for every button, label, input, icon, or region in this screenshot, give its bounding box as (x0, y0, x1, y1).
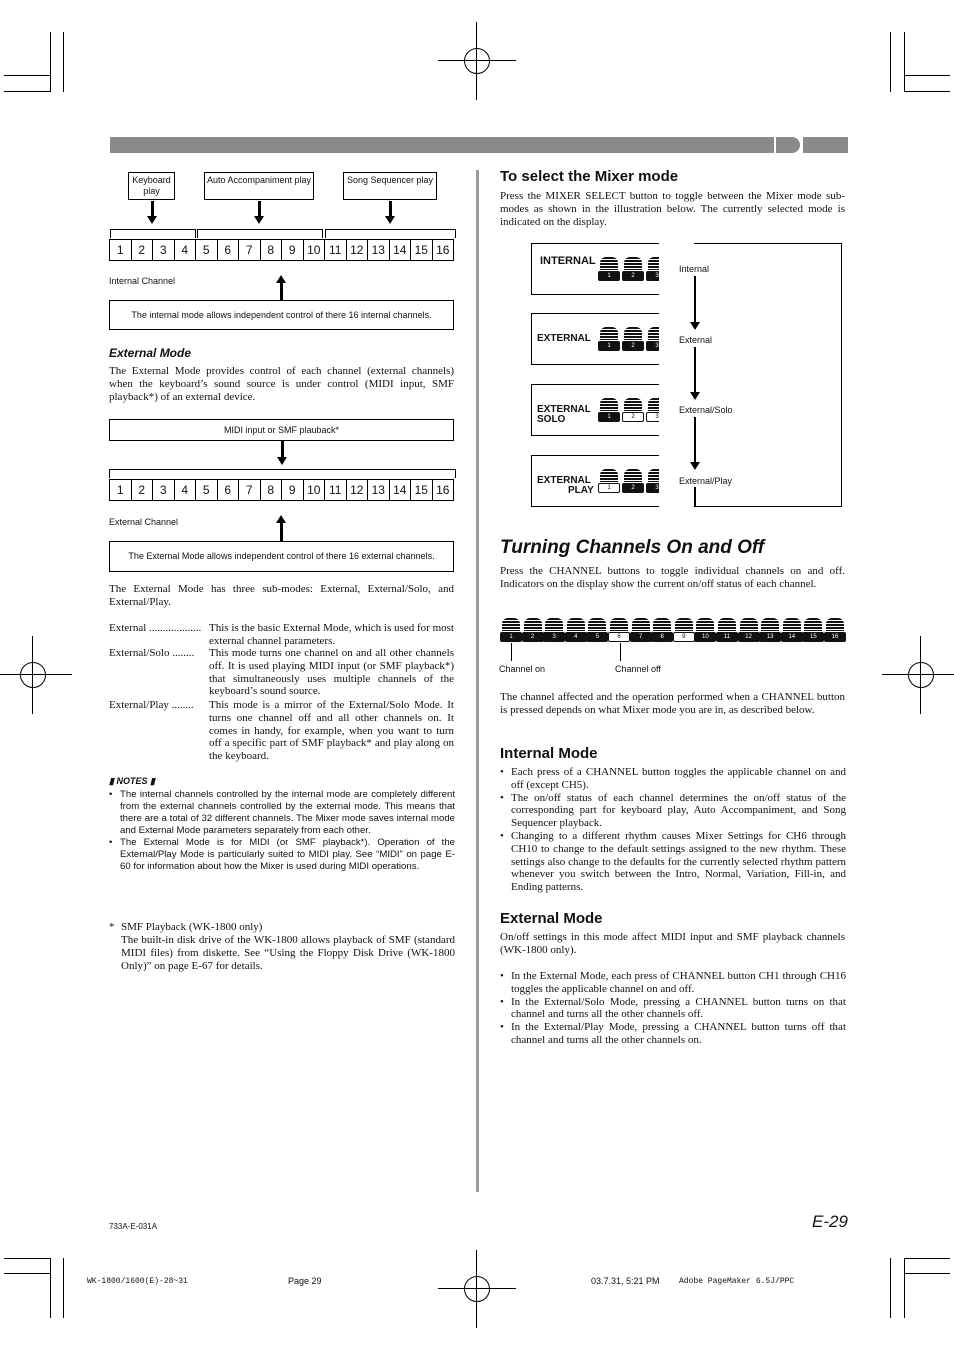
channel-indicator-icon (673, 618, 695, 640)
channel-meter-number: 1 (598, 412, 620, 422)
slug-file: WK-1800/1600(E)-28~31 (87, 1277, 188, 1286)
channel-cell: 7 (239, 480, 261, 500)
turning-channels-title: Turning Channels On and Off (500, 537, 765, 558)
channel-indicator-number: 14 (781, 632, 803, 642)
slug-date: 03.7.31, 5:21 PM (591, 1276, 660, 1286)
channel-cell: 2 (132, 240, 154, 260)
crop-mark (63, 1258, 64, 1318)
channel-indicator-icon (651, 618, 673, 640)
turning-channels-paragraph: Press the CHANNEL buttons to toggle individual channels on and off. Indicators on the display show the current on/off status of each channel. (500, 565, 845, 590)
arrow-up (280, 281, 283, 300)
arrow-down (258, 201, 261, 218)
channel-cell: 4 (175, 480, 197, 500)
channel-meter-icon (646, 469, 659, 491)
external-mode-list (500, 970, 846, 1047)
channel-indicator-number: 3 (543, 632, 565, 642)
external-channel-label: External Channel (109, 517, 179, 527)
channel-on-label: Channel on (499, 664, 546, 674)
column-divider (476, 170, 479, 1192)
arrow-down (151, 201, 154, 218)
external-mode-heading-right: External Mode (500, 910, 603, 927)
channel-indicator-icon (630, 618, 652, 640)
channel-indicator-icon (802, 618, 824, 640)
bullet-item: • In the External Mode, each press of CHANNEL button CH1 through CH16 toggles the applicable channel on and off. (500, 970, 846, 996)
select-mixer-paragraph: Press the MIXER SELECT button to toggle between the Mixer mode sub-modes as shown in the illustration below. The currently selected mode is indicated on the display. (500, 190, 845, 228)
mode-label-external-play: External/Play (679, 476, 733, 486)
channel-indicator-icon (781, 618, 803, 640)
channel-meter-icon (598, 327, 620, 349)
channel-indicator-number: 11 (716, 632, 738, 642)
channel-indicator-number: 4 (565, 632, 587, 642)
channel-cell: 9 (282, 480, 304, 500)
channel-cell: 11 (325, 240, 347, 260)
crop-mark (50, 32, 51, 92)
crop-mark (890, 1258, 891, 1318)
channel-cell: 5 (196, 480, 218, 500)
bullet-item: • The on/off status of each channel determines the on/off status of the corresponding part for keyboard play, Auto Accompaniment, and Song Sequencer playback. (500, 792, 846, 830)
channel-indicator-number: 15 (802, 632, 824, 642)
channel-indicator-icon (522, 618, 544, 640)
channel-cell: 10 (304, 480, 326, 500)
channel-cell: 8 (261, 480, 283, 500)
slug-app: Adobe PageMaker 6.5J/PPC (679, 1277, 795, 1286)
internal-mode-heading: Internal Mode (500, 745, 598, 762)
registration-mark (896, 650, 946, 700)
channel-indicator-number: 16 (824, 632, 846, 642)
channel-cell: 10 (304, 240, 326, 260)
channel-indicator-number: 12 (738, 632, 760, 642)
channel-indicator-icon (565, 618, 587, 640)
crop-mark (904, 91, 950, 92)
channel-cell: 2 (132, 480, 154, 500)
channel-group-bracket (197, 229, 323, 238)
channel-indicator-number: 13 (759, 632, 781, 642)
channel-cell: 14 (390, 480, 412, 500)
external-mode-heading: External Mode (109, 346, 192, 360)
channel-indicator-number: 1 (500, 632, 522, 642)
channel-cell: 7 (239, 240, 261, 260)
internal-channel-row (109, 239, 454, 261)
bullet-item: • In the External/Solo Mode, pressing a CHANNEL button turns on that channel and turns all the other channels off. (500, 996, 846, 1022)
external-mode-para-right: On/off settings in this mode affect MIDI input and SMF playback channels (WK-1800 only). (500, 931, 845, 956)
header-bar-tab (803, 137, 848, 153)
crop-mark (4, 91, 50, 92)
crop-mark (63, 32, 64, 92)
bullet-item: • Changing to a different rhythm causes Mixer Settings for CH6 through CH10 to change to the default settings assigned to the new rhythm. These settings also change to the defaults for the currently selected rhythm pattern whenever you switch between the Intro, Normal, Variation, Fill-in, and Ending patterns. (500, 830, 846, 894)
channel-indicator-icon (759, 618, 781, 640)
crop-mark (50, 1258, 51, 1318)
channel-indicator-icon (586, 618, 608, 640)
crop-mark (904, 32, 905, 92)
channel-indicator-number: 10 (694, 632, 716, 642)
mode-display-text: SOLO (537, 414, 566, 425)
def-desc: This mode turns one channel on and all other channels off. It is used playing MIDI input (or SMF playback*) that simultaneously uses multiple channels of the keyboard’s sound source. (209, 647, 454, 698)
def-desc: This mode is a mirror of the External/Solo Mode. It turns one channel off and all other channels on. It comes in handy, for example, when you want to turn off a specific part of SMF playback* and play along on the keyboard. (209, 699, 454, 763)
mode-display-panel (531, 313, 659, 365)
crop-mark (904, 75, 950, 76)
mode-display-panel (531, 243, 659, 295)
channel-indicator-icon (716, 618, 738, 640)
channel-group-bracket (110, 229, 196, 238)
channel-cell: 12 (347, 240, 369, 260)
mode-display-panel (531, 384, 659, 436)
page-number: E-29 (812, 1212, 848, 1231)
channel-meter-icon (622, 327, 644, 349)
footnote-mark: * (109, 921, 115, 933)
mode-display-text: INTERNAL (540, 255, 596, 267)
arrow-down (281, 441, 284, 459)
channel-cell: 11 (325, 480, 347, 500)
header-bar-tab (776, 137, 800, 153)
arrow-up (280, 521, 283, 541)
channel-meter-number: 1 (598, 483, 620, 493)
channel-off-label: Channel off (615, 664, 661, 674)
keyboard-play-box: Keyboard play (128, 172, 175, 200)
channel-meter-number: 2 (622, 483, 644, 493)
crop-mark (904, 1258, 950, 1259)
mode-display-text: EXTERNAL (537, 404, 591, 415)
channel-indicator-icon (694, 618, 716, 640)
footnote-text: The built-in disk drive of the WK-1800 allows playback of SMF (standard MIDI files) from diskette. See “Using the Floppy Disk Drive (WK-1800 Only)” on page E-67 for details. (121, 934, 455, 972)
channel-indicator-icon (738, 618, 760, 640)
channel-indicator-icon (608, 618, 630, 640)
midi-input-box: MIDI input or SMF plauback* (109, 419, 454, 441)
channel-meter-icon (646, 327, 659, 349)
channel-meter-number: 2 (622, 341, 644, 351)
channel-meter-icon (622, 469, 644, 491)
arrow-down (694, 276, 696, 324)
doc-code: 733A-E-031A (109, 1222, 158, 1231)
note-item: • The External Mode is for MIDI (or SMF playback*). Operation of the External/Play Mode is particularly suited to MIDI play. See “MIDI” on page E-60 for information about how the Mixer is used during MIDI operations. (109, 837, 455, 873)
channel-meter-icon (622, 257, 644, 279)
channel-cell: 14 (390, 240, 412, 260)
external-mode-paragraph: The External Mode provides control of each channel (external channels) when the keyboard’s sound source is under control (MIDI input, SMF playback*) of an external device. (109, 365, 454, 403)
channel-indicator-number: 5 (586, 632, 608, 642)
channel-cell: 15 (411, 240, 433, 260)
mode-label-external-solo: External/Solo (679, 405, 733, 415)
channel-indicator-icon (543, 618, 565, 640)
channel-meter-number: 3 (646, 412, 659, 422)
mode-cycle-line (694, 243, 842, 507)
channel-off-pointer (620, 643, 621, 661)
notes-list (109, 789, 455, 873)
slug-page: Page 29 (288, 1276, 322, 1286)
channel-meter-icon (598, 469, 620, 491)
channel-indicator-icon (500, 618, 522, 640)
channel-meter-icon (646, 257, 659, 279)
mode-display-text: EXTERNAL (537, 333, 591, 344)
channel-cell: 13 (368, 480, 390, 500)
mode-display-text: PLAY (568, 485, 594, 496)
def-desc: This is the basic External Mode, which is used for most external channel parameters. (209, 622, 454, 647)
internal-mode-list (500, 766, 846, 894)
bullet-item: • Each press of a CHANNEL button toggles the applicable channel on and off (except CH5). (500, 766, 846, 792)
bullet-item: • In the External/Play Mode, pressing a CHANNEL button turns off that channel and turns all the other channels on. (500, 1021, 846, 1047)
channel-meter-icon (598, 398, 620, 420)
crop-mark (4, 75, 50, 76)
note-item: • The internal channels controlled by the internal mode are completely different from the external channels controlled by the external mode. This means that there are a total of 32 different channels. The Mixer mode saves internal mode and External Mode parameters separately from each other. (109, 789, 455, 837)
arrow-down (389, 201, 392, 218)
channel-meter-number: 2 (622, 412, 644, 422)
def-term: External ................... (109, 622, 202, 634)
mode-cycle-return-line (694, 487, 696, 507)
channel-cell: 3 (153, 480, 175, 500)
channel-indicator-number: 6 (608, 632, 630, 642)
channel-group-bracket (325, 229, 456, 238)
registration-mark (8, 650, 58, 700)
channel-indicator-number: 2 (522, 632, 544, 642)
crop-mark (904, 1273, 950, 1274)
def-term: External/Solo ........ (109, 647, 195, 659)
channel-meter-number: 1 (598, 271, 620, 281)
channel-cell: 12 (347, 480, 369, 500)
submodes-intro: The External Mode has three sub-modes: External, External/Solo, and External/Play. (109, 583, 454, 608)
channel-meter-icon (598, 257, 620, 279)
notes-title: ▮ NOTES ▮ (109, 776, 155, 786)
channel-indicator-number: 9 (673, 632, 695, 642)
channel-meter-icon (646, 398, 659, 420)
mode-display-text: EXTERNAL (537, 475, 591, 486)
crop-mark (890, 32, 891, 92)
channel-meter-number: 2 (622, 271, 644, 281)
channel-group-bracket (109, 469, 456, 478)
affected-paragraph: The channel affected and the operation performed when a CHANNEL button is pressed depends on what Mixer mode you are in, as described below. (500, 691, 845, 716)
channel-cell: 5 (196, 240, 218, 260)
mode-label-external: External (679, 335, 713, 345)
song-sequencer-box: Song Sequencer play (343, 172, 437, 200)
channel-cell: 13 (368, 240, 390, 260)
mode-label-internal: Internal (679, 264, 710, 274)
channel-cell: 6 (218, 240, 240, 260)
registration-mark (452, 36, 502, 86)
footnote-title: SMF Playback (WK-1800 only) (121, 921, 263, 933)
channel-cell: 9 (282, 240, 304, 260)
channel-indicator-icon (824, 618, 846, 640)
channel-cell: 3 (153, 240, 175, 260)
registration-mark (452, 1264, 502, 1314)
arrow-down (694, 347, 696, 394)
arrow-down (694, 417, 696, 464)
external-channel-row (109, 479, 454, 501)
channel-indicator-number: 8 (651, 632, 673, 642)
channel-cell: 16 (436, 483, 450, 497)
channel-meter-icon (622, 398, 644, 420)
crop-mark (4, 1273, 50, 1274)
header-bar (110, 137, 774, 153)
channel-meter-number: 3 (646, 341, 659, 351)
channel-cell: 1 (110, 240, 132, 260)
external-mode-caption: The External Mode allows independent control of there 16 external channels. (109, 541, 454, 572)
channel-on-pointer (511, 643, 512, 661)
crop-mark (4, 1258, 50, 1259)
channel-cell: 16 (436, 243, 450, 257)
auto-accompaniment-box: Auto Accompaniment play (204, 172, 314, 200)
select-mixer-heading: To select the Mixer mode (500, 168, 679, 185)
internal-channel-label: Internal Channel (109, 276, 176, 286)
internal-mode-caption: The internal mode allows independent control of there 16 internal channels. (109, 300, 454, 330)
channel-meter-number: 3 (646, 483, 659, 493)
channel-indicator-strip (500, 618, 845, 642)
channel-indicator-number: 7 (630, 632, 652, 642)
crop-mark (904, 1258, 905, 1318)
channel-cell: 15 (411, 480, 433, 500)
channel-cell: 4 (175, 240, 197, 260)
channel-cell: 8 (261, 240, 283, 260)
channel-meter-number: 1 (598, 341, 620, 351)
def-term: External/Play ........ (109, 699, 194, 711)
channel-meter-number: 3 (646, 271, 659, 281)
channel-cell: 1 (110, 480, 132, 500)
mode-display-panel (531, 455, 659, 507)
channel-cell: 6 (218, 480, 240, 500)
